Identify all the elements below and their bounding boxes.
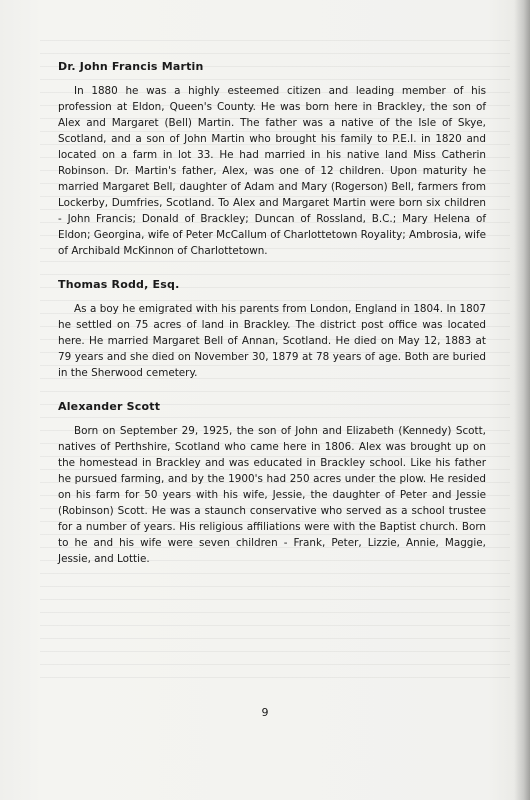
section-alexander-scott: [58, 400, 486, 567]
page-number: 9: [261, 706, 269, 719]
section-heading: Thomas Rodd, Esq.: [58, 278, 180, 291]
section-heading: Alexander Scott: [58, 400, 161, 413]
section-paragraph: Born on September 29, 1925, the son of John and Elizabeth (Kennedy) Scott, natives of Perthshire, Scotland who came here in 1806. Alex was brought up on the homestead in Brackley and was educated in Brackley school. Like his father he pursued farming, and by the 1900's had 250 acres under the plow. He resided on his farm for 50 years with his wife, Jessie, the daughter of Peter and Jessie (Robinson) Scott. He was a staunch conservative who served as a school trustee for a number of years. His religious affiliations were with the Baptist church. Born to he and his wife were seven children - Frank, Peter, Lizzie, Annie, Maggie, Jessie, and Lottie.: [58, 425, 486, 565]
section-john-francis-martin: [58, 60, 486, 259]
section-paragraph: As a boy he emigrated with his parents from London, England in 1804. In 1807 he settled on 75 acres of land in Brackley. The district post office was located here. He married Margaret Bell of Annan, Scotland. He died on May 12, 1883 at 79 years and she died on November 30, 1879 at 78 years of age. Both are buried in the Sherwood cemetery.: [58, 303, 486, 379]
section-thomas-rodd: [58, 278, 486, 381]
binding-shadow: [514, 0, 530, 800]
section-paragraph: In 1880 he was a highly esteemed citizen and leading member of his profession at Eldon, Queen's County. He was born here in Brackley, the son of Alex and Margaret (Bell) Martin. The father was a native of the Isle of Skye, Scotland, and a son of John Martin who brought his family to P.E.I. in 1820 and located on a farm in lot 33. He had married in his native land Miss Catherin Robinson. Dr. Martin's father, Alex, was one of 12 children. Upon maturity he married Margaret Bell, daughter of Adam and Mary (Rogerson) Bell, farmers from Lockerby, Dumfries, Scotland. To Alex and Margaret Martin were born six children - John Francis; Donald of Brackley; Duncan of Rossland, B.C.; Mary Helena of Eldon; Georgina, wife of Peter McCallum of Charlottetown Royality; Ambrosia, wife of Archibald McKinnon of Charlottetown.: [58, 85, 486, 257]
section-heading: Dr. John Francis Martin: [58, 60, 204, 73]
